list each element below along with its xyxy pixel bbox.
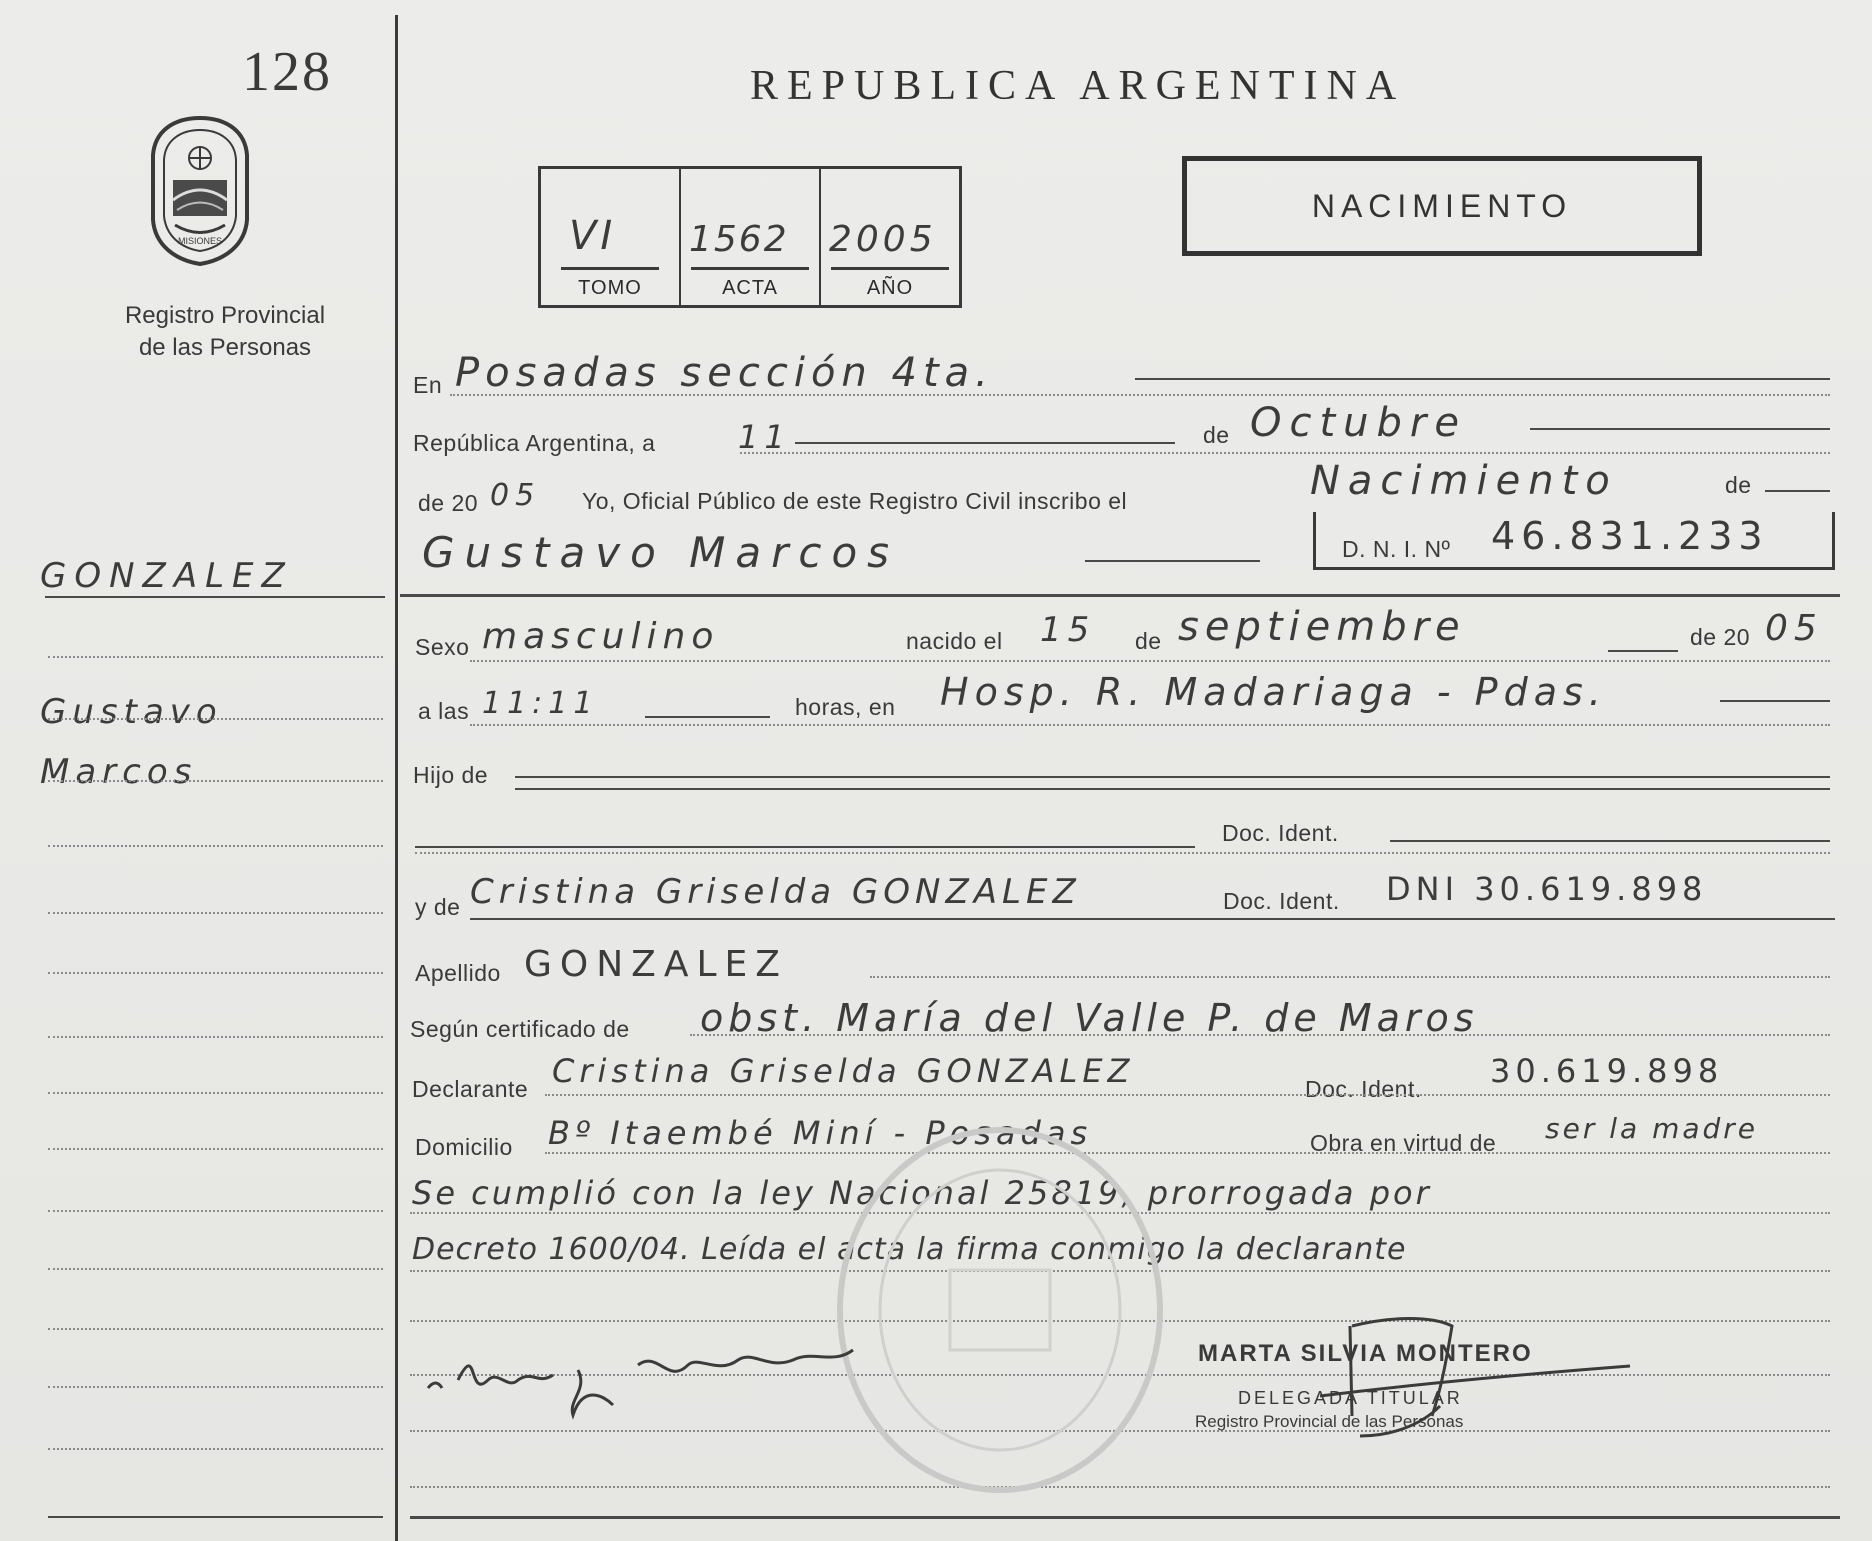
margin-surname-line (45, 596, 385, 598)
yo-text: Yo, Oficial Público de este Registro Civil inscribo el (582, 488, 1128, 514)
ano-cell (821, 169, 959, 305)
republica-label: República Argentina, a (413, 430, 656, 456)
official-name: MARTA SILVIA MONTERO (1198, 1340, 1533, 1367)
declarante-value: Cristina Griselda GONZALEZ (552, 1052, 1135, 1090)
line2-dots (740, 452, 1830, 454)
father-doc-line-right (1390, 840, 1830, 842)
bottom-line (410, 1516, 1840, 1519)
acta-cell (681, 169, 821, 305)
inscribo-de-label: de (1725, 472, 1752, 498)
domicilio-dots (545, 1152, 1830, 1154)
birth-month-line (1608, 650, 1678, 652)
margin-surname: GONZALEZ (40, 556, 293, 596)
en-line (1135, 378, 1830, 380)
declarante-label: Declarante (412, 1076, 529, 1102)
mother-name-value: Cristina Griselda GONZALEZ (470, 872, 1081, 912)
child-name-value: Gustavo Marcos (422, 528, 900, 577)
dni-value: 46.831.233 (1491, 514, 1769, 558)
birth-year-value: 05 (1765, 608, 1823, 649)
segun-value: obst. María del Valle P. de Maros (700, 996, 1479, 1040)
month-value: Octubre (1250, 400, 1467, 446)
margin-line (48, 972, 383, 974)
margin-line (48, 656, 383, 658)
acta-value: 1562 (689, 219, 789, 260)
acta-label: ACTA (722, 277, 778, 299)
tomo-value: VI (569, 213, 617, 259)
dni-box (1313, 512, 1835, 570)
sexo-value: masculino (482, 616, 720, 657)
segun-dots (690, 1034, 1830, 1036)
seal-text: MISIONES (177, 236, 223, 246)
mother-doc-label: Doc. Ident. (1223, 888, 1340, 914)
father-line (515, 776, 1830, 778)
hijo-label: Hijo de (413, 762, 489, 788)
registry-name (95, 300, 355, 364)
margin-line (48, 718, 383, 720)
record-type-box (1182, 156, 1702, 256)
domicilio-value: Bº Itaembé Miní - Posadas (548, 1114, 1093, 1152)
apellido-value: GONZALEZ (524, 944, 788, 985)
margin-line (48, 1328, 383, 1330)
en-value: Posadas sección 4ta. (455, 350, 994, 396)
horas-label: horas, en (795, 694, 896, 720)
nacido-label: nacido el (906, 628, 1003, 654)
margin-bottom-line (48, 1516, 383, 1518)
provincial-seal-logo (145, 110, 255, 270)
country-title: REPUBLICA ARGENTINA (750, 63, 1406, 109)
year-prefix-label: de 20 (418, 490, 479, 516)
margin-line (48, 1268, 383, 1270)
notes-line-1: Se cumplió con la ley Nacional 25819, prorrogada por (412, 1174, 1432, 1212)
margin-given-name-1: Gustavo (40, 692, 223, 732)
birth-month-de-label: de (1135, 628, 1162, 654)
apellido-dots (870, 976, 1830, 978)
registry-name-line1: Registro Provincial (124, 302, 326, 329)
alas-label: a las (418, 698, 470, 724)
ano-label: AÑO (866, 277, 914, 299)
margin-line (48, 1210, 383, 1212)
registry-stamp (830, 1120, 1170, 1500)
birth-year-prefix-label: de 20 (1690, 624, 1751, 650)
sexo-label: Sexo (415, 634, 470, 660)
margin-line (48, 1148, 383, 1150)
obra-value: ser la madre (1545, 1112, 1759, 1145)
yde-label: y de (415, 894, 461, 920)
margin-line (48, 912, 383, 914)
margin-line (48, 1092, 383, 1094)
birth-day-value: 15 (1040, 610, 1096, 650)
birth-time-line (645, 716, 770, 718)
margin-line (48, 780, 383, 782)
apellido-label: Apellido (415, 960, 501, 986)
birth-place-value: Hosp. R. Madariaga - Pdas. (940, 670, 1607, 714)
year-value: 05 (490, 478, 541, 513)
father-doc-label: Doc. Ident. (1222, 820, 1339, 846)
inscribo-value: Nacimiento (1310, 458, 1618, 504)
registry-name-line2: de las Personas (138, 334, 312, 361)
day-value: 11 (738, 418, 791, 456)
official-org: Registro Provincial de las Personas (1195, 1412, 1464, 1431)
margin-line (48, 1448, 383, 1450)
tomo-underline (561, 267, 659, 270)
declarante-doc-value: 30.619.898 (1490, 1052, 1724, 1090)
line6-dots (470, 724, 1830, 726)
day-line (795, 442, 1175, 444)
notes-line-2: Decreto 1600/04. Leída el acta la firma conmigo la declarante (412, 1232, 1407, 1267)
line8-dots (415, 852, 1830, 854)
segun-label: Según certificado de (410, 1016, 630, 1042)
mother-line (470, 918, 1835, 920)
margin-line (48, 845, 383, 847)
month-de-label: de (1203, 422, 1230, 448)
en-dots (450, 394, 1830, 396)
margin-line (48, 1036, 383, 1038)
father-line-2 (515, 788, 1830, 790)
en-label: En (413, 372, 443, 398)
tomo-label: TOMO (578, 277, 642, 299)
official-title: DELEGADA TITULAR (1238, 1388, 1463, 1408)
section-divider-1 (400, 594, 1840, 597)
month-line (1530, 428, 1830, 430)
column-divider (395, 15, 398, 1541)
inscribo-line (1765, 490, 1830, 492)
mother-doc-value: DNI 30.619.898 (1386, 870, 1708, 908)
obra-label: Obra en virtud de (1310, 1130, 1497, 1156)
margin-line (48, 1386, 383, 1388)
acta-underline (691, 267, 809, 270)
birth-place-line (1720, 700, 1830, 702)
page-number: 128 (242, 41, 332, 103)
father-doc-line-left (415, 846, 1195, 848)
declarante-doc-label: Doc. Ident. (1305, 1076, 1422, 1102)
ano-value: 2005 (829, 219, 937, 260)
birth-month-value: septiembre (1178, 604, 1466, 650)
dni-label: D. N. I. Nº (1342, 536, 1451, 562)
declarante-dots (545, 1094, 1830, 1096)
domicilio-label: Domicilio (415, 1134, 513, 1160)
child-name-line (1085, 560, 1260, 562)
birth-time-value: 11:11 (482, 686, 599, 721)
official-signature (1290, 1306, 1650, 1456)
record-type: NACIMIENTO (1311, 187, 1573, 224)
declarant-signature (418, 1340, 898, 1420)
margin-given-name-2: Marcos (40, 752, 198, 792)
ano-underline (831, 267, 949, 270)
record-reference-box (538, 166, 962, 308)
line5-dots (470, 660, 1830, 662)
tomo-cell (541, 169, 681, 305)
